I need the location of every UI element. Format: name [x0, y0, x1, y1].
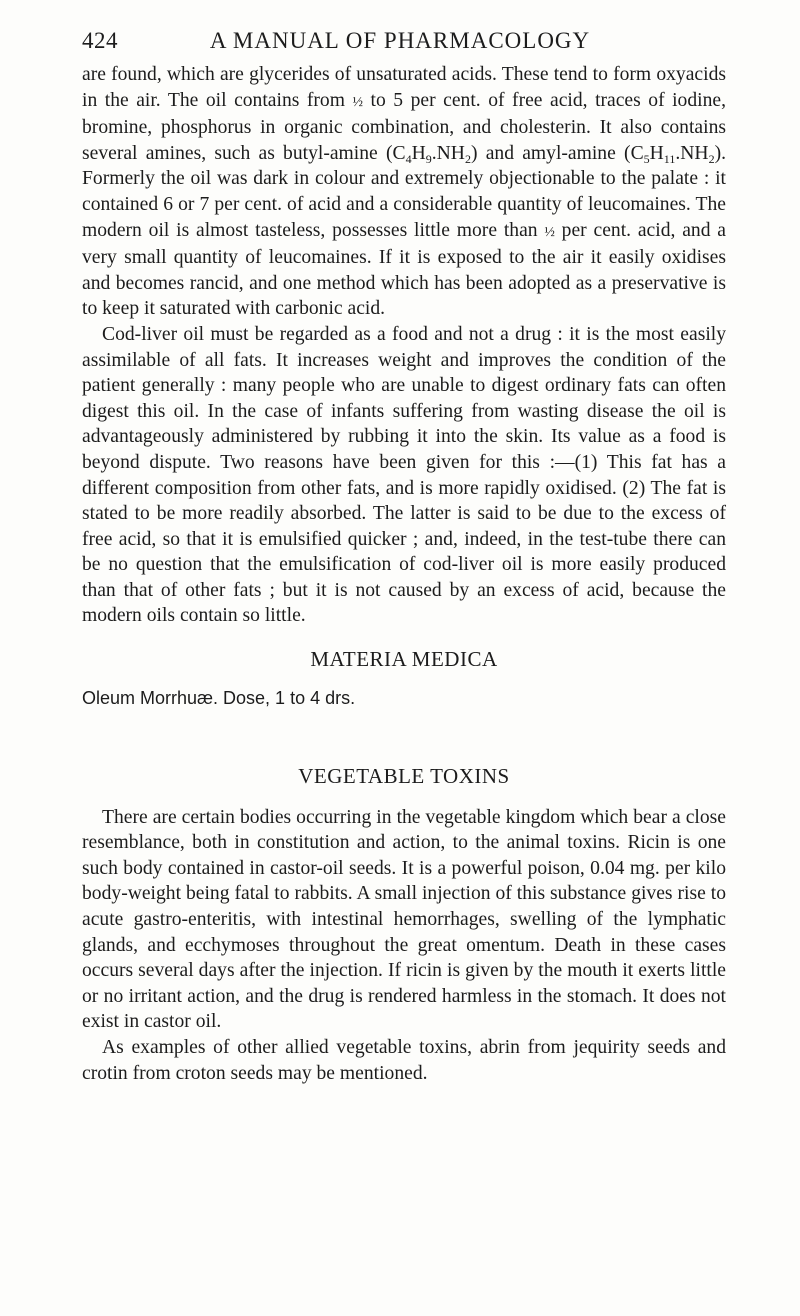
subscript: 2: [464, 151, 471, 166]
paragraph-cod-liver-oil-food: Cod-liver oil must be regarded as a food and not a drug : it is the most easily assimilable of all fats. It increases weight and improves the condition of the patient generally : many people who are unable to digest ordinary fats can often digest this oil. In the case of infants suffering from wasting disease the oil is advantageously administered by rubbing it into the skin. Its value as a food is beyond dispute. Two reasons have been given for this :—(1) This fat has a different composition from other fats, and is more rapidly oxidised. (2) The fat is stated to be more readily absorbed. The latter is said to be due to the excess of free acid, so that it is emulsified quicker ; and, indeed, in the test-tube there can be no question that the emulsification of cod-liver oil is more easily produced than that of other fats ; but it is not caused by an excess of acid, because the modern oils contain so little.: [82, 323, 726, 627]
subscript: 11: [663, 151, 676, 166]
subscript: 2: [708, 151, 715, 166]
page-header: [82, 28, 718, 58]
text-run: per cent. acid, and a very small quantity of leucomaines. If it is exposed to the air it easily oxidises and becomes rancid, and one method which has been adopted as a preservative is to keep it saturated with carbonic acid.: [82, 219, 727, 320]
page-number: 424: [82, 28, 118, 53]
subscript: 5: [643, 151, 650, 166]
subscript: 4: [405, 151, 412, 166]
section-heading-vegetable-toxins: VEGETABLE TOXINS: [298, 763, 510, 788]
subscript: 9: [425, 151, 432, 166]
text-run: H: [649, 142, 664, 164]
text-run: ). Formerly the oil was dark in colour and extremely objectionable to the palate : it contained 6 or 7 per cent. of acid and a considerable quantity of leucomaines. The modern oil is almost tasteless, possesses little more than: [82, 142, 726, 241]
text-run: .NH: [431, 142, 465, 164]
dose-line: Oleum Morrhuæ. Dose, 1 to 4 drs.: [82, 688, 356, 709]
text-run: H: [411, 142, 426, 164]
fraction: ½: [544, 224, 555, 240]
section-heading-materia-medica: MATERIA MEDICA: [310, 647, 498, 672]
text-run: ) and amyl-amine (C: [470, 142, 644, 164]
running-title: A MANUAL OF PHARMACOLOGY: [209, 28, 591, 53]
fraction: ½: [352, 94, 363, 110]
text-run: are found, which are glycerides of unsaturated acids. These tend to form oxyacids in the air. The oil contains from: [82, 64, 726, 111]
page-body: [82, 62, 726, 1086]
text-run: to 5 per cent. of free acid, traces of iodine, bromine, phosphorus in organic combination, and cholesterin. It also contains several amines, such as butyl-amine (C: [82, 89, 726, 164]
paragraph-ricin: There are certain bodies occurring in the vegetable kingdom which bear a close resemblance, both in constitution and action, to the animal toxins. Ricin is one such body contained in castor-oil seeds. It is a powerful poison, 0.04 mg. per kilo body-weight being fatal to rabbits. A small injection of this substance gives rise to acute gastro-enteritis, with intestinal hemorrhages, swelling of the lymphatic glands, and ecchymoses throughout the great omentum. Death in these cases occurs several days after the injection. If ricin is given by the mouth it exerts little or no irritant action, and the drug is rendered harmless in the stomach. It does not exist in castor oil.: [82, 806, 726, 1033]
text-run: .NH: [675, 142, 709, 164]
paragraph-cod-liver-oil-composition: [82, 62, 726, 322]
paragraph-abrin-crotin: As examples of other allied vegetable toxins, abrin from jequirity seeds and crotin from croton seeds may be mentioned.: [82, 1037, 726, 1084]
